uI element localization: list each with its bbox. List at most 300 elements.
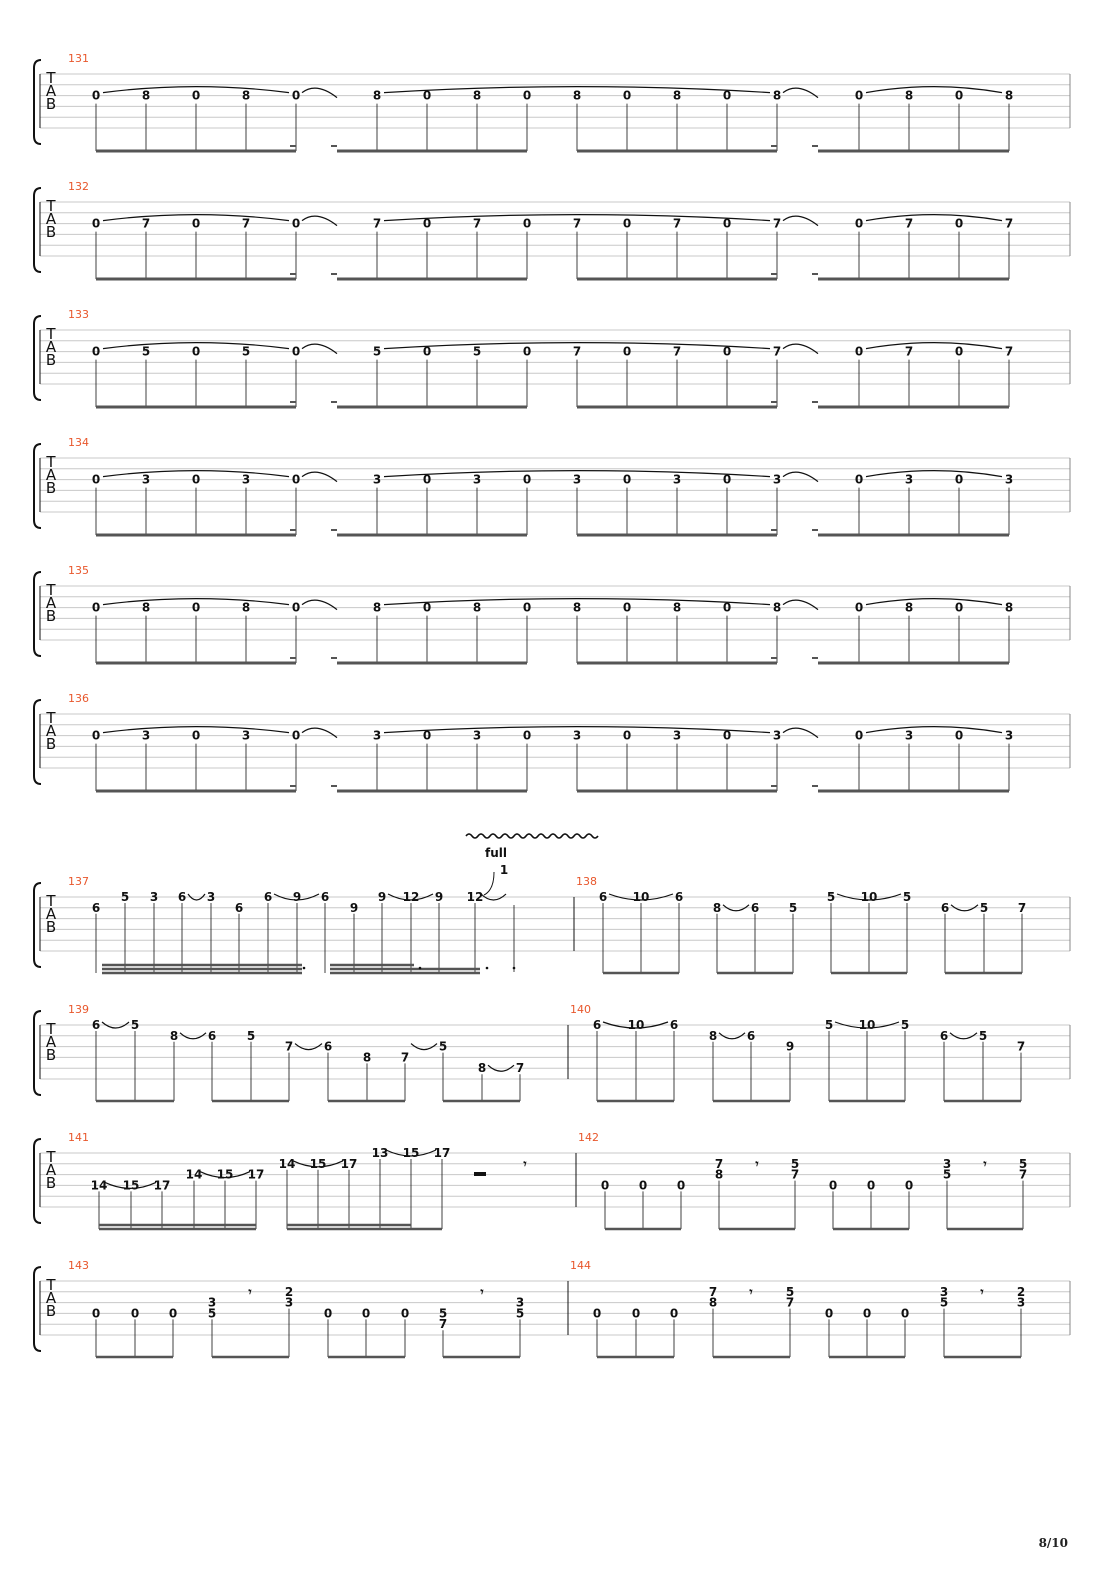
tie <box>783 216 818 225</box>
fret-number: 0 <box>422 600 432 615</box>
fret-number: 6 <box>320 890 330 904</box>
fret-number: 3 <box>515 1295 525 1310</box>
fret-number: 3 <box>241 728 251 743</box>
tab-clef-letter: B <box>45 223 57 241</box>
fret-number: 0 <box>422 728 432 743</box>
fret-number: 7 <box>904 344 914 359</box>
fret-number: 5 <box>790 1156 800 1171</box>
fret-number: 7 <box>1017 900 1027 915</box>
fret-number: 0 <box>954 344 964 359</box>
fret-number: 3 <box>141 728 151 743</box>
fret-number: 0 <box>168 1306 178 1321</box>
fret-number: 0 <box>422 88 432 103</box>
fret-number: 0 <box>622 216 632 231</box>
fret-number: 0 <box>828 1178 838 1193</box>
fret-number: 9 <box>349 900 359 915</box>
fret-number: 0 <box>323 1306 333 1321</box>
fret-number: 0 <box>91 216 101 231</box>
tie <box>783 88 818 97</box>
tab-system <box>34 1003 1070 1101</box>
fret-number: 0 <box>291 728 301 743</box>
tab-clef-letter: T <box>46 892 56 910</box>
fret-number: 0 <box>291 216 301 231</box>
tie <box>302 728 337 737</box>
fret-number: 6 <box>592 1018 602 1032</box>
tab-clef-letter: T <box>46 581 56 599</box>
fret-number: 3 <box>372 472 382 487</box>
measure-number: 141 <box>68 1131 89 1144</box>
tab-clef-letter: T <box>46 709 56 727</box>
fret-number: 8 <box>904 88 914 103</box>
fret-number: 0 <box>900 1306 910 1321</box>
tab-clef-letter: B <box>45 95 57 113</box>
fret-number: 8 <box>904 600 914 615</box>
fret-number: 0 <box>91 728 101 743</box>
fret-number: 17 <box>340 1156 358 1171</box>
tab-clef-letter: T <box>46 453 56 471</box>
tab-system <box>34 308 1070 407</box>
fret-number: 7 <box>1016 1039 1026 1054</box>
fret-number: 0 <box>862 1306 872 1321</box>
eighth-rest: 𝄾 <box>248 1284 252 1299</box>
fret-number: 14 <box>185 1167 203 1182</box>
fret-number: 9 <box>377 890 387 904</box>
fret-number: 5 <box>900 1018 910 1032</box>
fret-number: 0 <box>622 344 632 359</box>
tie <box>783 728 818 737</box>
fret-number: 8 <box>372 600 382 615</box>
fret-number: 6 <box>750 900 760 915</box>
fret-number: 6 <box>746 1028 756 1043</box>
fret-number: 2 <box>1016 1284 1026 1299</box>
fret-number: 7 <box>400 1050 410 1065</box>
fret-number: 3 <box>772 472 782 487</box>
fret-number: 15 <box>402 1146 420 1160</box>
fret-number: 8 <box>1004 88 1014 103</box>
fret-number: 6 <box>234 900 244 915</box>
fret-number: 0 <box>954 600 964 615</box>
tab-clef-letter: B <box>45 351 57 369</box>
fret-number: 3 <box>472 472 482 487</box>
measure-number: 135 <box>68 564 89 577</box>
fret-number: 5 <box>785 1284 795 1299</box>
fret-number: 0 <box>722 728 732 743</box>
tab-clef-letter: A <box>45 1161 57 1179</box>
tab-clef-letter: B <box>45 735 57 753</box>
fret-number: 0 <box>91 600 101 615</box>
measure-number: 133 <box>68 308 89 321</box>
fret-number: 6 <box>177 890 187 904</box>
fret-number: 0 <box>954 216 964 231</box>
dot <box>513 967 516 970</box>
tab-system <box>34 1131 1070 1229</box>
tab-clef-letter: B <box>45 1046 57 1064</box>
fret-number: 8 <box>241 88 251 103</box>
dot <box>419 967 422 970</box>
fret-number: 3 <box>206 890 216 904</box>
fret-number: 0 <box>291 600 301 615</box>
vibrato <box>466 834 598 838</box>
fret-number: 7 <box>1018 1167 1028 1182</box>
fret-number: 7 <box>672 344 682 359</box>
fret-number: 0 <box>291 88 301 103</box>
fret-number: 5 <box>902 890 912 904</box>
fret-number: 0 <box>600 1178 610 1193</box>
fret-number: 0 <box>422 216 432 231</box>
tab-clef-letter: A <box>45 210 57 228</box>
fret-number: 5 <box>939 1295 949 1310</box>
page-number: 8/10 <box>1038 1536 1068 1550</box>
fret-number: 5 <box>207 1306 217 1321</box>
fret-number: 8 <box>672 600 682 615</box>
fret-number: 6 <box>669 1018 679 1032</box>
tab-system <box>34 564 1070 663</box>
fret-number: 7 <box>438 1317 448 1332</box>
fret-number: 0 <box>824 1306 834 1321</box>
fret-number: 5 <box>246 1028 256 1043</box>
fret-number: 0 <box>622 472 632 487</box>
tie <box>302 344 337 353</box>
fret-number: 7 <box>708 1284 718 1299</box>
fret-number: 5 <box>130 1018 140 1032</box>
fret-number: 7 <box>372 216 382 231</box>
fret-number: 5 <box>826 890 836 904</box>
fret-number: 13 <box>371 1146 389 1160</box>
fret-number: 3 <box>939 1284 949 1299</box>
fret-number: 5 <box>942 1167 952 1182</box>
fret-number: 7 <box>241 216 251 231</box>
fret-number: 3 <box>672 472 682 487</box>
fret-number: 6 <box>91 900 101 915</box>
fret-number: 3 <box>904 728 914 743</box>
fret-number: 0 <box>191 728 201 743</box>
fret-number: 3 <box>472 728 482 743</box>
half-rest <box>474 1172 486 1176</box>
fret-number: 9 <box>434 890 444 904</box>
fret-number: 5 <box>120 890 130 904</box>
fret-number: 17 <box>153 1178 171 1193</box>
fret-number: 0 <box>522 728 532 743</box>
measure-number: 138 <box>576 875 597 888</box>
slur <box>866 215 1002 221</box>
tab-clef-letter: T <box>46 1020 56 1038</box>
tie <box>302 472 337 481</box>
fret-number: 0 <box>191 344 201 359</box>
tie <box>302 600 337 609</box>
fret-number: 0 <box>854 728 864 743</box>
fret-number: 0 <box>522 216 532 231</box>
tab-clef-letter: B <box>45 1174 57 1192</box>
fret-number: 0 <box>854 216 864 231</box>
fret-number: 8 <box>572 600 582 615</box>
fret-number: 8 <box>477 1061 487 1076</box>
measure-number: 136 <box>68 692 89 705</box>
fret-number: 8 <box>772 88 782 103</box>
fret-number: 0 <box>622 728 632 743</box>
measure-number: 144 <box>570 1259 591 1272</box>
fret-number: 8 <box>141 88 151 103</box>
slur <box>866 343 1002 349</box>
fret-number: 5 <box>824 1018 834 1032</box>
fret-number: 0 <box>854 344 864 359</box>
fret-number: 8 <box>169 1028 179 1043</box>
fret-number: 0 <box>722 600 732 615</box>
tab-clef-letter: A <box>45 1289 57 1307</box>
fret-number: 3 <box>1016 1295 1026 1310</box>
fret-number: 7 <box>515 1061 525 1076</box>
fret-number: 6 <box>939 1028 949 1043</box>
fret-number: 7 <box>714 1156 724 1171</box>
fret-number: 3 <box>572 728 582 743</box>
tab-clef-letter: T <box>46 1148 56 1166</box>
measure-number: 131 <box>68 52 89 65</box>
fret-number: 3 <box>372 728 382 743</box>
fret-number: 0 <box>592 1306 602 1321</box>
tab-clef-letter: A <box>45 466 57 484</box>
measure-number: 140 <box>570 1003 591 1016</box>
eighth-rest: 𝄾 <box>749 1284 753 1299</box>
fret-number: 5 <box>1018 1156 1028 1171</box>
eighth-rest: 𝄾 <box>480 1284 484 1299</box>
fret-number: 0 <box>522 600 532 615</box>
fret-number: 6 <box>263 890 273 904</box>
fret-number: 7 <box>1004 344 1014 359</box>
tab-clef-letter: T <box>46 197 56 215</box>
fret-number: 0 <box>91 472 101 487</box>
tab-clef-letter: A <box>45 594 57 612</box>
fret-number: 7 <box>904 216 914 231</box>
fret-number: 3 <box>1004 728 1014 743</box>
fret-number: 8 <box>472 600 482 615</box>
tab-clef-letter: B <box>45 607 57 625</box>
fret-number: 8 <box>141 600 151 615</box>
tab-system <box>34 180 1070 279</box>
fret-number: 3 <box>241 472 251 487</box>
tab-system <box>34 692 1070 791</box>
bend-amount-label: full <box>485 846 507 860</box>
fret-number: 14 <box>90 1178 108 1193</box>
fret-number: 0 <box>191 600 201 615</box>
fret-number: 0 <box>522 344 532 359</box>
slur <box>866 471 1002 477</box>
fret-number: 6 <box>323 1039 333 1054</box>
fret-number: 3 <box>149 890 159 904</box>
fret-number: 2 <box>284 1284 294 1299</box>
tab-clef-letter: B <box>45 479 57 497</box>
fret-number: 8 <box>472 88 482 103</box>
measure-number: 142 <box>578 1131 599 1144</box>
fret-number: 8 <box>1004 600 1014 615</box>
fret-number: 5 <box>979 900 989 915</box>
fret-number: 12 <box>402 890 420 904</box>
dot <box>486 967 489 970</box>
fret-number: 5 <box>515 1306 525 1321</box>
fret-number: 0 <box>722 472 732 487</box>
fret-number: 0 <box>854 88 864 103</box>
fret-number: 7 <box>790 1167 800 1182</box>
fret-number: 6 <box>674 890 684 904</box>
fret-number: 7 <box>1004 216 1014 231</box>
fret-number: 6 <box>940 900 950 915</box>
fret-number: 6 <box>207 1028 217 1043</box>
fret-number: 10 <box>858 1018 876 1032</box>
fret-number: 0 <box>669 1306 679 1321</box>
tab-clef-letter: A <box>45 722 57 740</box>
fret-number: 3 <box>141 472 151 487</box>
fret-number: 5 <box>788 900 798 915</box>
fret-number: 7 <box>772 344 782 359</box>
fret-number: 0 <box>854 472 864 487</box>
fret-number: 5 <box>472 344 482 359</box>
fret-number: 0 <box>722 88 732 103</box>
fret-number: 0 <box>522 88 532 103</box>
fret-number: 7 <box>284 1039 294 1054</box>
fret-number: 6 <box>598 890 608 904</box>
fret-number: 0 <box>191 472 201 487</box>
fret-number: 17 <box>433 1146 451 1160</box>
fret-number: 0 <box>422 344 432 359</box>
tie <box>302 216 337 225</box>
fret-number: 7 <box>772 216 782 231</box>
slur <box>866 727 1002 733</box>
fret-number: 15 <box>216 1167 234 1182</box>
fret-number: 0 <box>638 1178 648 1193</box>
fret-number: 5 <box>438 1039 448 1054</box>
fret-number: 0 <box>422 472 432 487</box>
fret-number: 8 <box>714 1167 724 1182</box>
fret-number: 8 <box>572 88 582 103</box>
fret-number: 0 <box>854 600 864 615</box>
fret-number: 9 <box>292 890 302 904</box>
bend-release-label: 1 <box>499 863 509 877</box>
fret-number: 15 <box>122 1178 140 1193</box>
fret-number: 0 <box>954 728 964 743</box>
fret-number: 0 <box>722 344 732 359</box>
tab-clef-letter: T <box>46 325 56 343</box>
tab-clef-letter: A <box>45 905 57 923</box>
tab-system <box>34 1259 1070 1357</box>
fret-number: 0 <box>361 1306 371 1321</box>
fret-number: 0 <box>866 1178 876 1193</box>
fret-number: 8 <box>362 1050 372 1065</box>
fret-number: 15 <box>309 1156 327 1171</box>
fret-number: 0 <box>954 88 964 103</box>
fret-number: 3 <box>1004 472 1014 487</box>
fret-number: 5 <box>438 1306 448 1321</box>
fret-number: 3 <box>284 1295 294 1310</box>
fret-number: 0 <box>191 88 201 103</box>
tie <box>302 88 337 97</box>
fret-number: 8 <box>708 1028 718 1043</box>
fret-number: 0 <box>622 600 632 615</box>
fret-number: 5 <box>372 344 382 359</box>
tab-system <box>34 52 1070 151</box>
measure-number: 139 <box>68 1003 89 1016</box>
fret-number: 0 <box>291 472 301 487</box>
fret-number: 0 <box>291 344 301 359</box>
fret-number: 7 <box>572 344 582 359</box>
fret-number: 8 <box>241 600 251 615</box>
fret-number: 0 <box>91 88 101 103</box>
fret-number: 3 <box>572 472 582 487</box>
bend-arrow <box>484 872 494 895</box>
fret-number: 3 <box>904 472 914 487</box>
fret-number: 8 <box>712 900 722 915</box>
fret-number: 9 <box>785 1039 795 1054</box>
tab-clef-letter: A <box>45 338 57 356</box>
measure-number: 143 <box>68 1259 89 1272</box>
fret-number: 5 <box>141 344 151 359</box>
fret-number: 0 <box>91 1306 101 1321</box>
fret-number: 8 <box>672 88 682 103</box>
fret-number: 5 <box>241 344 251 359</box>
fret-number: 0 <box>400 1306 410 1321</box>
fret-number: 3 <box>942 1156 952 1171</box>
tie <box>783 472 818 481</box>
slur <box>866 599 1002 605</box>
measure-number: 137 <box>68 875 89 888</box>
fret-number: 0 <box>191 216 201 231</box>
tab-clef-letter: B <box>45 1302 57 1320</box>
tab-clef-letter: B <box>45 918 57 936</box>
fret-number: 10 <box>860 890 878 904</box>
fret-number: 8 <box>372 88 382 103</box>
fret-number: 8 <box>772 600 782 615</box>
eighth-rest: 𝄾 <box>755 1156 759 1171</box>
fret-number: 0 <box>954 472 964 487</box>
tie <box>783 344 818 353</box>
fret-number: 6 <box>91 1018 101 1032</box>
tab-clef-letter: A <box>45 82 57 100</box>
fret-number: 0 <box>904 1178 914 1193</box>
eighth-rest: 𝄾 <box>983 1156 987 1171</box>
fret-number: 3 <box>772 728 782 743</box>
fret-number: 0 <box>522 472 532 487</box>
fret-number: 0 <box>676 1178 686 1193</box>
dot <box>303 967 306 970</box>
fret-number: 3 <box>672 728 682 743</box>
fret-number: 3 <box>207 1295 217 1310</box>
fret-number: 0 <box>91 344 101 359</box>
tie <box>783 600 818 609</box>
tab-clef-letter: T <box>46 1276 56 1294</box>
eighth-rest: 𝄾 <box>980 1284 984 1299</box>
fret-number: 7 <box>472 216 482 231</box>
fret-number: 7 <box>572 216 582 231</box>
fret-number: 8 <box>708 1295 718 1310</box>
fret-number: 17 <box>247 1167 265 1182</box>
fret-number: 10 <box>632 890 650 904</box>
fret-number: 14 <box>278 1156 296 1171</box>
fret-number: 7 <box>141 216 151 231</box>
fret-number: 7 <box>785 1295 795 1310</box>
fret-number: 7 <box>672 216 682 231</box>
slur <box>866 87 1002 93</box>
fret-number: 0 <box>631 1306 641 1321</box>
eighth-rest: 𝄾 <box>523 1156 527 1171</box>
fret-number: 12 <box>466 890 484 904</box>
fret-number: 0 <box>722 216 732 231</box>
measure-number: 134 <box>68 436 89 449</box>
tab-system <box>34 834 1070 973</box>
tab-clef-letter: A <box>45 1033 57 1051</box>
tab-system <box>34 436 1070 535</box>
measure-number: 132 <box>68 180 89 193</box>
fret-number: 0 <box>622 88 632 103</box>
tab-clef-letter: T <box>46 69 56 87</box>
fret-number: 5 <box>978 1028 988 1043</box>
fret-number: 0 <box>130 1306 140 1321</box>
